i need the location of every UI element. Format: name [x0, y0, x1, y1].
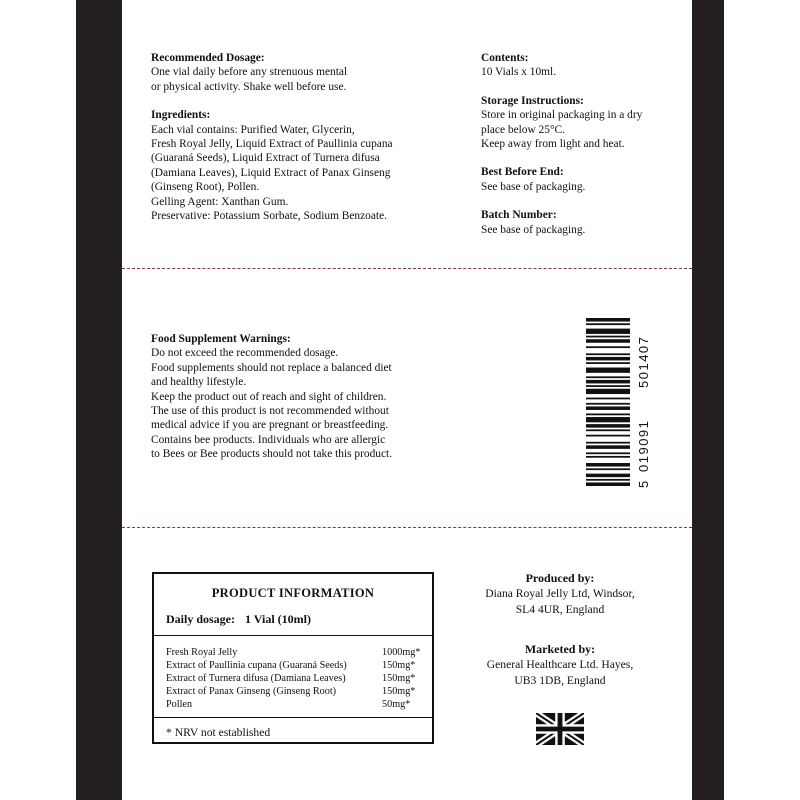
ingredient-table	[166, 646, 422, 711]
barcode-bar	[586, 403, 630, 405]
contents-section	[481, 51, 642, 80]
barcode-bar	[586, 385, 630, 387]
ingredient-amount: 150mg*	[382, 686, 416, 697]
contents-storage-block	[481, 51, 642, 251]
barcode-bar	[586, 463, 630, 467]
fold-line-bottom	[122, 527, 692, 528]
barcode-digit-first: 5	[636, 479, 651, 488]
table-row	[166, 672, 422, 685]
ingredients-line: Each vial contains: Purified Water, Glycerin,	[151, 123, 355, 136]
warnings-line: Do not exceed the recommended dosage.	[151, 347, 339, 360]
product-information-title: PRODUCT INFORMATION	[211, 586, 375, 600]
barcode-bar	[586, 398, 630, 400]
ingredients-line: Fresh Royal Jelly, Liquid Extract of Paullinia cupana	[151, 138, 393, 151]
storage-section	[481, 94, 642, 152]
barcode-bar	[586, 389, 630, 394]
barcode-bar	[586, 442, 630, 444]
barcode-bar	[586, 474, 630, 478]
ingredients-section	[151, 108, 393, 223]
dosage-section	[151, 51, 393, 94]
batch-heading: Batch Number:	[481, 209, 557, 222]
table-row	[166, 685, 422, 698]
barcode-bar	[586, 482, 630, 486]
marketed-by-line: General Healthcare Ltd. Hayes,	[486, 658, 634, 671]
ingredient-name: Extract of Turnera difusa (Damiana Leaves)	[166, 673, 346, 684]
storage-line: Store in original packaging in a dry	[481, 109, 643, 122]
ingredients-line: (Damiana Leaves), Liquid Extract of Panax Ginseng	[151, 166, 391, 179]
barcode-bar	[586, 468, 630, 470]
ingredients-line: Gelling Agent: Xanthan Gum.	[151, 195, 289, 208]
daily-dosage	[166, 612, 311, 627]
barcode-bar	[586, 424, 630, 428]
storage-heading: Storage Instructions:	[481, 94, 584, 107]
barcode-bar	[586, 435, 630, 437]
ingredient-amount: 1000mg*	[382, 647, 421, 658]
ingredients-line: (Guaraná Seeds), Liquid Extract of Turnera difusa	[151, 152, 380, 165]
table-row	[166, 659, 422, 672]
table-rule-top	[154, 635, 432, 636]
barcode-bar	[586, 413, 630, 415]
daily-dosage-label: Daily dosage:	[166, 612, 235, 626]
ingredient-name: Extract of Paullinia cupana (Guaraná Seeds)	[166, 660, 347, 671]
marketed-by-line: UB3 1DB, England	[514, 674, 606, 687]
table-row	[166, 698, 422, 711]
barcode-digits-group1: 019091	[636, 419, 651, 472]
barcode-bar	[586, 339, 630, 343]
barcode-bar	[586, 445, 630, 449]
right-dark-band	[692, 0, 724, 800]
produced-by-line: SL4 4UR, England	[515, 603, 605, 616]
barcode-bar	[586, 429, 630, 431]
produced-by-section	[462, 570, 658, 618]
barcode-bar	[586, 417, 630, 422]
barcode-digits	[636, 310, 656, 490]
daily-dosage-value: 1 Vial (10ml)	[245, 612, 311, 626]
ingredients-line: (Ginseng Root), Pollen.	[151, 181, 260, 194]
batch-line: See base of packaging.	[481, 223, 586, 236]
warnings-section	[151, 332, 392, 462]
warnings-heading: Food Supplement Warnings:	[151, 333, 291, 345]
dosage-heading: Recommended Dosage:	[151, 52, 265, 64]
barcode-bar	[586, 353, 630, 355]
best-before-section	[481, 165, 642, 194]
warnings-line: to Bees or Bee products should not take this product.	[151, 448, 393, 461]
produced-by-line: Diana Royal Jelly Ltd, Windsor,	[485, 587, 635, 600]
warnings-line: medical advice if you are pregnant or breastfeeding.	[151, 419, 389, 432]
left-dark-band	[76, 0, 122, 800]
barcode-bar	[586, 362, 630, 364]
barcode-bar	[586, 357, 630, 361]
marketed-by-heading: Marketed by:	[524, 642, 596, 656]
product-information-box	[152, 572, 434, 744]
ingredient-name: Fresh Royal Jelly	[166, 647, 238, 658]
barcode-bar	[586, 380, 630, 384]
fold-line-top	[122, 268, 692, 269]
ingredient-amount: 150mg*	[382, 673, 416, 684]
barcode-bar	[586, 323, 630, 325]
barcode-bar	[586, 329, 630, 334]
contents-line: 10 Vials x 10ml.	[481, 66, 557, 79]
ingredients-line: Preservative: Potassium Sorbate, Sodium Benzoate.	[151, 210, 387, 223]
warnings-line: and healthy lifestyle.	[151, 376, 247, 389]
batch-section	[481, 208, 642, 237]
barcode-bar	[586, 318, 630, 322]
barcode-bar	[586, 456, 630, 458]
storage-line: Keep away from light and heat.	[481, 138, 625, 151]
storage-line: place below 25°C.	[481, 123, 565, 136]
union-jack-icon	[536, 713, 584, 745]
barcode-bar	[586, 346, 630, 348]
ingredient-amount: 150mg*	[382, 660, 416, 671]
barcode-bar	[586, 479, 630, 481]
dosage-line: One vial daily before any strenuous mental	[151, 66, 348, 79]
warnings-line: Contains bee products. Individuals who are allergic	[151, 433, 386, 446]
barcode-bar	[586, 336, 630, 338]
barcode-bar	[586, 376, 630, 378]
ingredient-name: Extract of Panax Ginseng (Ginseng Root)	[166, 686, 337, 697]
contents-heading: Contents:	[481, 52, 529, 64]
best-before-heading: Best Before End:	[481, 166, 564, 179]
barcode-bar	[586, 406, 630, 410]
barcode-digits-group2: 501407	[636, 335, 651, 388]
barcode	[586, 318, 630, 486]
nrv-footnote: * NRV not established	[166, 726, 271, 739]
produced-by-heading: Produced by:	[525, 571, 595, 585]
ingredient-amount: 50mg*	[382, 699, 411, 710]
dosage-line: or physical activity. Shake well before use.	[151, 80, 347, 93]
table-row	[166, 646, 422, 659]
dosage-ingredients-block	[151, 51, 393, 237]
barcode-bar	[586, 452, 630, 454]
barcode-bar	[586, 368, 630, 373]
warnings-line: Keep the product out of reach and sight of children.	[151, 390, 387, 403]
warnings-line: The use of this product is not recommended without	[151, 405, 389, 418]
ingredient-name: Pollen	[166, 699, 193, 710]
ingredients-heading: Ingredients:	[151, 109, 211, 122]
warnings-line: Food supplements should not replace a balanced diet	[151, 361, 392, 374]
marketed-by-section	[462, 641, 658, 689]
best-before-line: See base of packaging.	[481, 180, 586, 193]
table-rule-bottom	[154, 717, 432, 718]
